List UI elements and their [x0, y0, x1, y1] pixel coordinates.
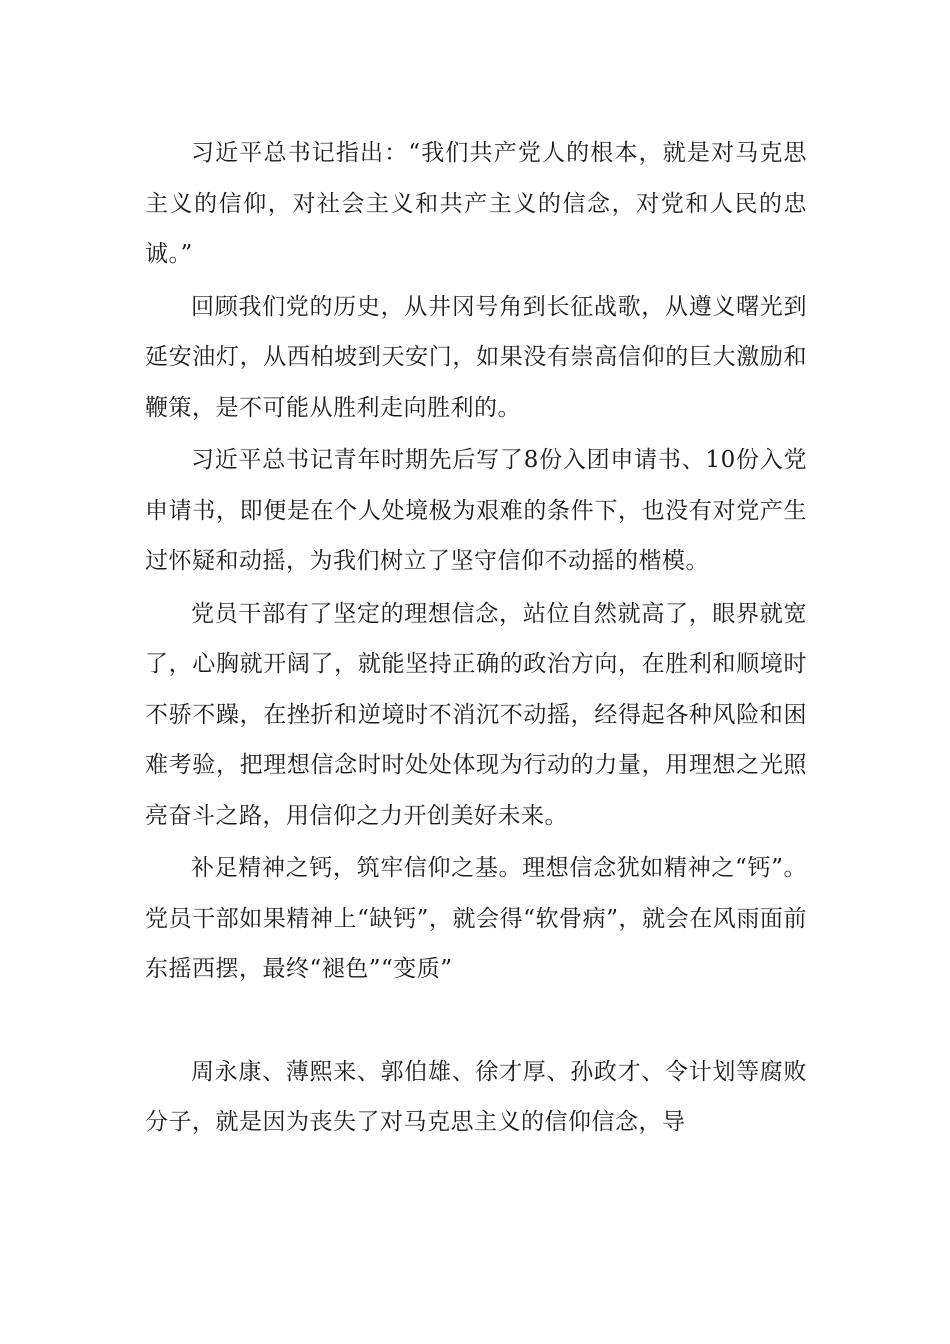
- paragraph-3: 习近平总书记青年时期先后写了8份入团申请书、10份入党申请书，即便是在个人处境极为艰难的条件下，也没有对党产生过怀疑和动摇，为我们树立了坚守信仰不动摇的楷模。: [145, 447, 807, 574]
- paragraph-2: 回顾我们党的历史，从井冈号角到长征战歌，从遵义曙光到延安油灯，从西柏坡到天安门，如果没有崇高信仰的巨大激励和鞭策，是不可能从胜利走向胜利的。: [145, 293, 807, 421]
- paragraph-1: 习近平总书记指出：“我们共产党人的根本，就是对马克思主义的信仰，对社会主义和共产主义的信念，对党和人民的忠诚。”: [145, 140, 807, 267]
- document-body: [145, 128, 807, 1148]
- paragraph-6: 周永康、薄熙来、郭伯雄、徐才厚、孙政才、令计划等腐败分子，就是因为丧失了对马克思主义的信仰信念，导: [145, 1058, 807, 1135]
- paragraph-4: 党员干部有了坚定的理想信念，站位自然就高了，眼界就宽了，心胸就开阔了，就能坚持正确的政治方向，在胜利和顺境时不骄不躁，在挫折和逆境时不消沉不动摇，经得起各种风险和困难考验，把理想信念时时处处体现为行动的力量，用理想之光照亮奋斗之路，用信仰之力开创美好未来。: [145, 600, 807, 829]
- paragraph-5: 补足精神之钙，筑牢信仰之基。理想信念犹如精神之“钙”。党员干部如果精神上“缺钙”，就会得“软骨病”，就会在风雨面前东摇西摆，最终“褪色”“变质”: [145, 855, 807, 982]
